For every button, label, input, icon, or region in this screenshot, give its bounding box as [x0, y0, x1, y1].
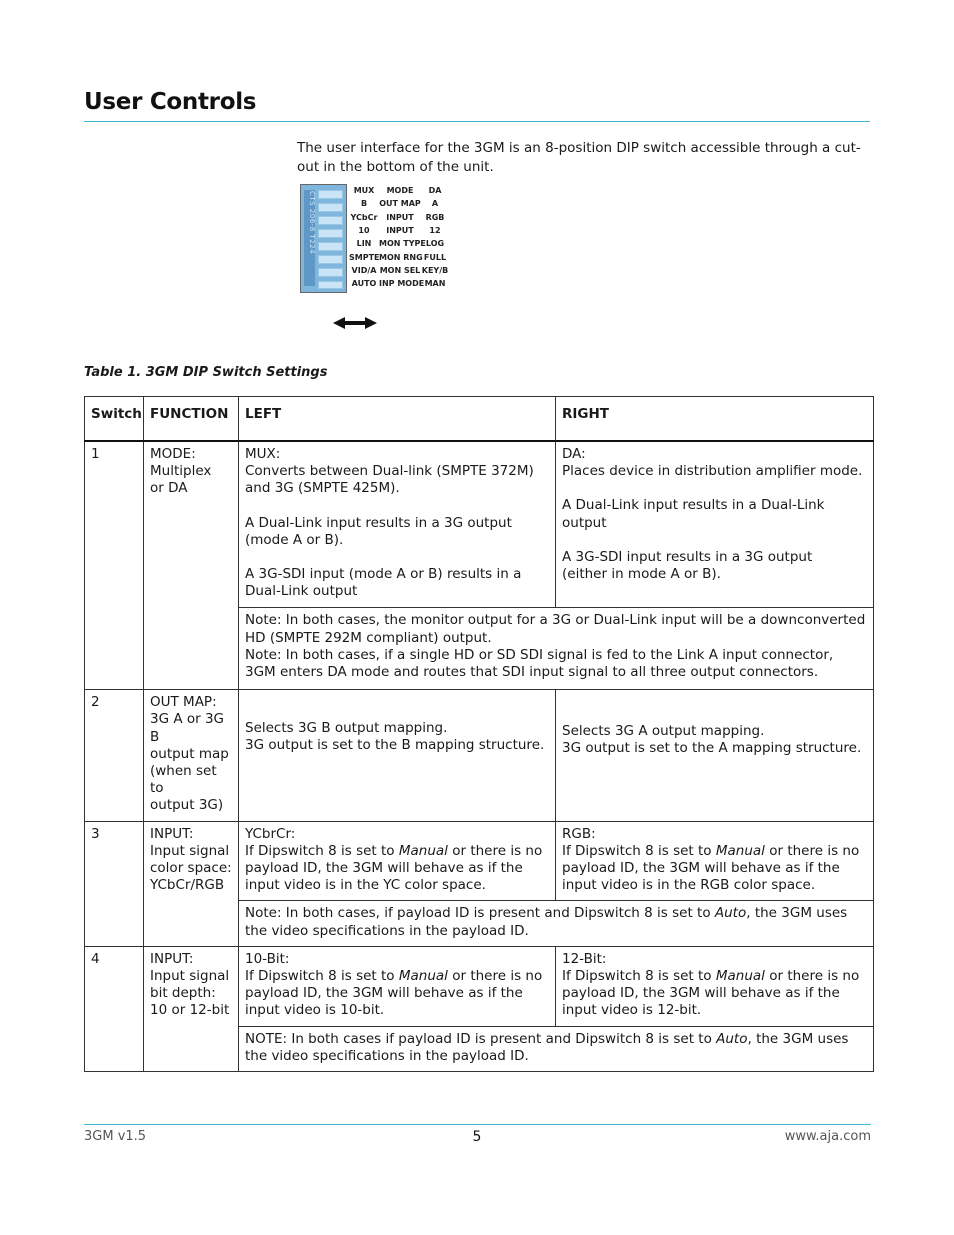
note-cell: [239, 1026, 874, 1071]
table-row: [85, 821, 874, 901]
dip-label-mode: INPUT: [386, 225, 414, 235]
setting-heading: MUX:: [245, 446, 281, 462]
switch-number: 1: [85, 441, 144, 690]
setting-text: (either in mode A or B).: [562, 566, 721, 583]
function-line: Input signal: [150, 968, 230, 985]
dip-label-left: AUTO: [351, 279, 377, 289]
setting-text: A 3G-SDI input (mode A or B) results in a Dual-Link output: [245, 566, 522, 600]
dip-label-left: B: [360, 199, 368, 209]
setting-text: Places device in distribution amplifier mode.: [562, 463, 863, 480]
function-line: color space:: [150, 860, 232, 877]
setting-text: Selects 3G A output mapping.: [562, 723, 765, 740]
switch-number: 3: [85, 821, 144, 946]
footer-doc-version: 3GM v1.5: [84, 1129, 147, 1144]
function-line: (when set to: [150, 763, 217, 797]
table-row: [85, 946, 874, 1026]
dip-label-mode: INPUT: [386, 212, 414, 222]
function-line: output 3G): [150, 797, 224, 814]
dip-switch-slot: [318, 242, 343, 251]
note-cell: [239, 608, 874, 690]
right-setting: [556, 441, 874, 608]
setting-text: Converts between Dual-link (SMPTE 372M) and 3G (SMPTE 425M).: [245, 463, 534, 497]
dip-label-mode: MON SEL: [379, 265, 421, 275]
dip-switch-slot: [318, 268, 343, 277]
function-line: OUT MAP:: [150, 694, 217, 711]
function-line: bit depth:: [150, 985, 216, 1002]
dip-label-mode: INP MODE: [379, 279, 425, 289]
left-setting: [239, 441, 556, 608]
header-switch: Switch: [85, 397, 144, 442]
note-text: Note: In both cases, the monitor output for a 3G or Dual-Link input will be a downconverted HD (SMPTE 292M compliant) output.: [245, 612, 866, 646]
dip-label-left: VID/A: [351, 265, 377, 275]
function-line: Multiplex: [150, 463, 212, 480]
table-header-row: [85, 397, 874, 442]
switch-number: 2: [85, 690, 144, 821]
switch-function: [144, 821, 239, 946]
setting-text: If Dipswitch 8 is set to Manual or there is no payload ID, the 3GM will behave as if the input video is 12-bit.: [562, 968, 860, 1019]
dip-switch-slot: [318, 190, 343, 199]
switch-function: [144, 690, 239, 821]
table-row: [85, 441, 874, 608]
left-setting: [239, 690, 556, 821]
dip-label-right: RGB: [425, 212, 445, 222]
switch-number: 4: [85, 946, 144, 1071]
dip-label-mode: MODE: [386, 186, 414, 195]
page-number: 5: [472, 1129, 482, 1145]
setting-text: If Dipswitch 8 is set to Manual or there is no payload ID, the 3GM will behave as if the input video is in the RGB color space.: [562, 842, 860, 894]
setting-text: A Dual-Link input results in a Dual-Link output: [562, 497, 825, 531]
dip-label-right: FULL: [423, 252, 447, 262]
header-function: FUNCTION: [144, 397, 239, 442]
note-text: NOTE: In both cases if payload ID is present and Dipswitch 8 is set to Auto, the 3GM uses the video specifications in the payload ID.: [245, 1030, 849, 1064]
dip-label-mode: MON RNG: [379, 252, 423, 262]
function-line: 3G A or 3G B: [150, 711, 225, 745]
dip-switch-part-number: CTS 206-8 T224: [308, 191, 316, 255]
footer-website-link[interactable]: www.aja.com: [784, 1129, 871, 1144]
left-right-arrow-icon: [333, 316, 379, 330]
setting-text: 3G output is set to the B mapping structure.: [245, 737, 545, 754]
dip-label-left: SMPTE: [349, 252, 380, 262]
right-setting: [556, 821, 874, 901]
table-caption: Table 1. 3GM DIP Switch Settings: [84, 365, 328, 380]
setting-text: A Dual-Link input results in a 3G output (mode A or B).: [245, 514, 512, 548]
note-text: Note: In both cases, if payload ID is present and Dipswitch 8 is set to Auto, the 3GM uses the video specifications in the payload ID.: [245, 905, 848, 939]
dip-label-left: YCbCr: [350, 212, 378, 222]
table-row: [85, 690, 874, 821]
dip-label-right: 12: [429, 225, 441, 235]
dip-label-left: MUX: [353, 186, 375, 195]
footer-divider: [84, 1124, 871, 1125]
left-setting: [239, 946, 556, 1026]
dip-label-right: KEY/B: [421, 265, 449, 275]
setting-text: If Dipswitch 8 is set to Manual or there is no payload ID, the 3GM will behave as if the input video is 10-bit.: [245, 968, 543, 1019]
left-setting: [239, 821, 556, 901]
function-line: or DA: [150, 480, 188, 497]
note-cell: [239, 901, 874, 946]
function-line: YCbCr/RGB: [150, 877, 225, 894]
dip-label-left: 10: [358, 225, 370, 235]
setting-text: Selects 3G B output mapping.: [245, 720, 448, 737]
setting-heading: RGB:: [562, 825, 596, 842]
intro-paragraph: The user interface for the 3GM is an 8-position DIP switch accessible through a cut-out in the bottom of the unit.: [297, 140, 861, 175]
setting-text: A 3G-SDI input results in a 3G output: [562, 548, 813, 565]
function-line: output map: [150, 745, 229, 762]
function-line: 10 or 12-bit: [150, 1002, 230, 1019]
page-title: User Controls: [84, 89, 257, 115]
header-left: LEFT: [239, 397, 556, 442]
setting-heading: 10-Bit:: [245, 950, 290, 967]
setting-heading: YCbrCr:: [245, 825, 296, 842]
title-divider: [84, 121, 870, 122]
dip-switch-slot: [318, 203, 343, 212]
dip-switch-slot: [318, 281, 343, 289]
dip-label-right: A: [431, 199, 439, 209]
dip-switch-settings-table: [84, 396, 874, 1072]
setting-heading: DA:: [562, 446, 586, 462]
setting-heading: 12-Bit:: [562, 950, 607, 967]
switch-function: [144, 946, 239, 1071]
dip-label-left: LIN: [356, 239, 372, 249]
function-line: MODE:: [150, 446, 196, 462]
dip-switch-slot: [318, 216, 343, 225]
right-setting: [556, 690, 874, 821]
dip-label-mode: OUT MAP: [379, 199, 421, 209]
dip-switch-slot: [318, 229, 343, 238]
function-line: Input signal: [150, 842, 230, 859]
switch-function: [144, 441, 239, 690]
dip-label-right: LOG: [425, 239, 445, 249]
setting-text: 3G output is set to the A mapping structure.: [562, 740, 862, 757]
function-line: INPUT:: [150, 950, 194, 967]
note-text: Note: In both cases, if a single HD or SD SDI signal is fed to the Link A input connector, 3GM enters DA mode and routes that SDI input signal to all three output connectors.: [245, 646, 834, 681]
header-right: RIGHT: [556, 397, 874, 442]
dip-label-right: DA: [428, 186, 442, 195]
dip-label-right: MAN: [424, 279, 446, 289]
function-line: INPUT:: [150, 825, 194, 842]
dip-switch-image: [300, 184, 347, 293]
right-setting: [556, 946, 874, 1026]
setting-text: If Dipswitch 8 is set to Manual or there is no payload ID, the 3GM will behave as if the input video is in the YC color space.: [245, 842, 543, 894]
dip-label-mode: MON TYPE: [379, 239, 426, 249]
dip-switch-slot: [318, 255, 343, 264]
